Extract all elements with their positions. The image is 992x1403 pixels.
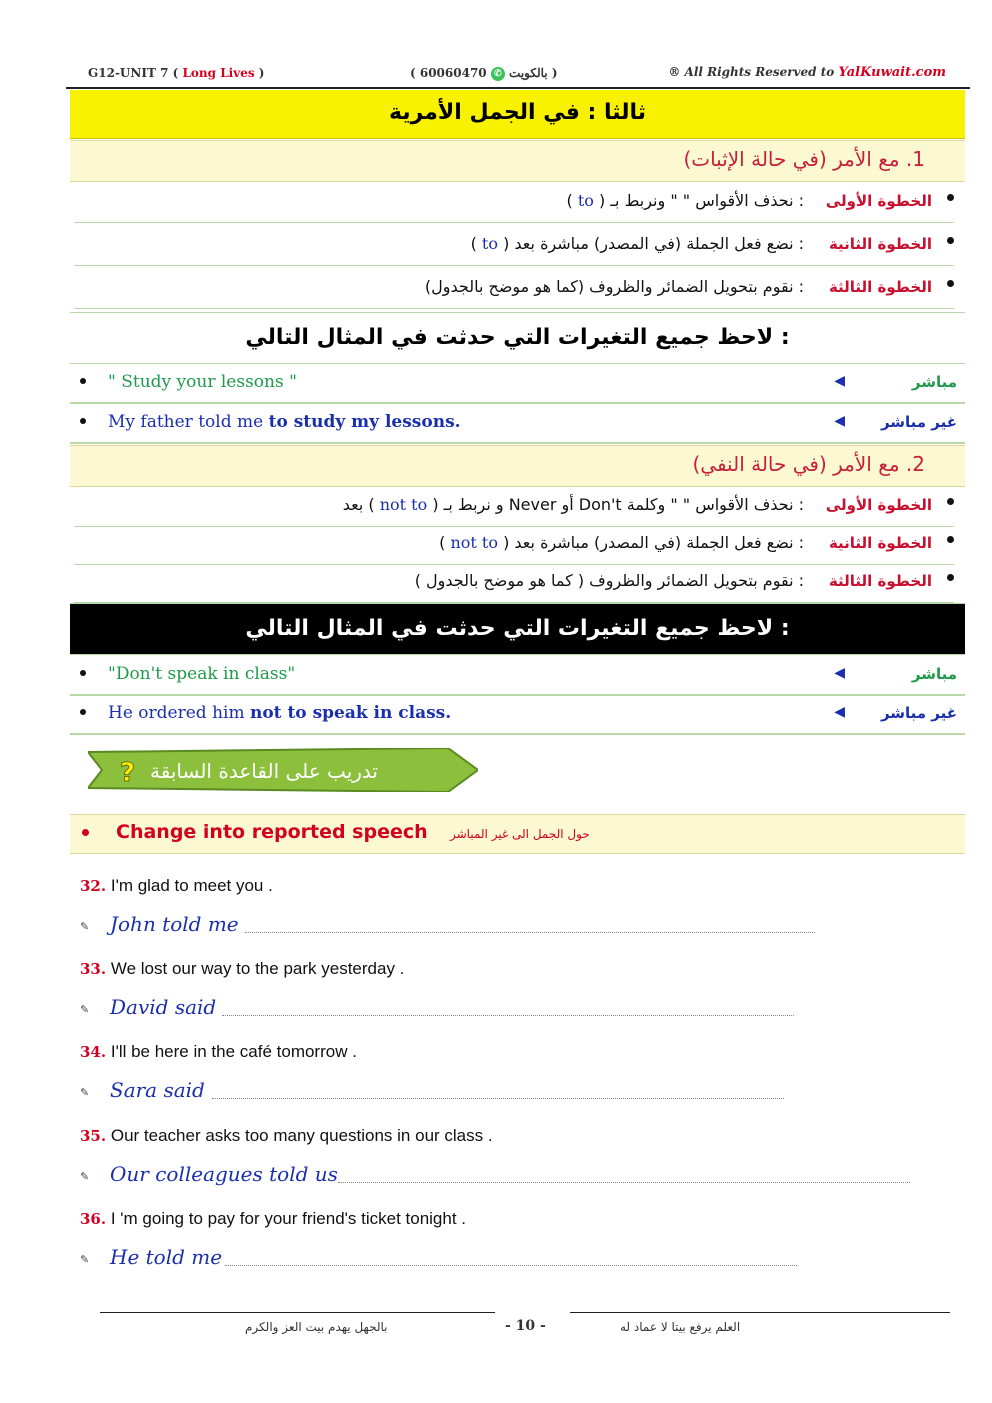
section-title: ثالثا : في الجمل الأمرية [70, 90, 965, 139]
page-number: - 10 - [505, 1318, 546, 1334]
rights-text: ® All Rights Reserved to [668, 65, 835, 79]
direct-label: مباشر [911, 665, 957, 683]
part1-step-2 [74, 225, 954, 266]
part2-step-3 [74, 562, 954, 603]
pencil-icon: ✎ [80, 1003, 90, 1016]
indirect-label: غير مباشر [880, 704, 957, 722]
bullet [80, 418, 86, 424]
part2-direct-row [70, 656, 965, 696]
indirect-sentence: My father told me to study my lessons. [108, 412, 461, 432]
arrow-icon: ◀ [834, 665, 845, 681]
footer-proverb-left: بالجهل يهدم بيت العز والكرم [245, 1320, 388, 1334]
bullet [947, 536, 954, 543]
task-bar [70, 814, 965, 854]
part2-heading-bar [70, 445, 965, 487]
part2-step-1 [74, 486, 954, 527]
indirect-label: غير مباشر [880, 413, 957, 431]
step-label: الخطوة الثالثة [828, 278, 932, 296]
bullet [80, 670, 86, 676]
task-instruction-ar: حول الجمل الى غير المباشر [450, 827, 590, 841]
question-36: 36. I 'm going to pay for your friend's ticket tonight . [80, 1209, 467, 1228]
pencil-icon: ✎ [80, 1086, 90, 1099]
question-32: 32. I'm glad to meet you . [80, 876, 273, 895]
bullet [947, 194, 954, 201]
bullet [82, 829, 89, 836]
part2-indirect-row [70, 695, 965, 735]
direct-label: مباشر [911, 373, 957, 391]
question-34: 34. I'll be here in the café tomorrow . [80, 1042, 357, 1061]
step-label: الخطوة الأولى [825, 496, 932, 514]
part1-step-1 [74, 182, 954, 223]
rights [668, 65, 946, 80]
practice-banner [88, 748, 478, 792]
phone-number: ( 60060470 [410, 66, 487, 80]
bullet [947, 498, 954, 505]
part2-step-2 [74, 524, 954, 565]
step-text: : نضع فعل الجملة (في المصدر) مباشرة بعد ( not to ) [439, 533, 804, 552]
answer-line[interactable] [338, 1182, 910, 1183]
footer-line-right [570, 1312, 950, 1313]
step-text: : نحذف الأقواس " " وكلمة Don't أو Never و نربط بـ ( not to ) بعد [342, 495, 804, 514]
phone-suffix: بالكويت ) [509, 66, 558, 80]
indirect-sentence: He ordered him not to speak in class. [108, 703, 452, 723]
step-text: : نحذف الأقواس " " ونربط بـ ( to ) [566, 191, 804, 210]
pencil-icon: ✎ [80, 1253, 90, 1266]
question-mark-icon: ? [120, 758, 136, 788]
step-text: : نضع فعل الجملة (في المصدر) مباشرة بعد ( to ) [470, 234, 804, 253]
answer-stem: John told me [110, 912, 239, 936]
unit-label [88, 66, 264, 80]
direct-sentence: " Study your lessons " [108, 372, 297, 392]
bullet [80, 709, 86, 715]
step-label: الخطوة الثانية [828, 534, 932, 552]
contact [410, 66, 558, 81]
part2-heading: 2. مع الأمر (في حالة النفي) [692, 452, 925, 476]
step-label: الخطوة الثالثة [828, 572, 932, 590]
bullet [947, 280, 954, 287]
unit-prefix: G12-UNIT 7 ( [88, 66, 179, 80]
step-label: الخطوة الأولى [825, 192, 932, 210]
practice-banner-text: تدريب على القاعدة السابقة [150, 759, 378, 783]
answer-line[interactable] [212, 1098, 784, 1099]
page-header [70, 60, 966, 86]
question-33: 33. We lost our way to the park yesterday . [80, 959, 405, 978]
question-35: 35. Our teacher asks too many questions in our class . [80, 1126, 493, 1145]
answer-line[interactable] [245, 932, 815, 933]
pencil-icon: ✎ [80, 1170, 90, 1183]
unit-topic: Long Lives [182, 66, 255, 80]
direct-sentence: "Don't speak in class" [108, 664, 296, 684]
arrow-icon: ◀ [834, 704, 845, 720]
arrow-icon: ◀ [834, 373, 845, 389]
unit-suffix: ) [258, 66, 265, 80]
footer-proverb-right: العلم يرفع بيتا لا عماد له [620, 1320, 741, 1334]
site-link[interactable]: YalKuwait.com [838, 65, 946, 80]
step-text: : نقوم بتحويل الضمائر والظروف (كما هو موضح بالجدول) [424, 277, 804, 296]
part1-heading: 1. مع الأمر (في حالة الإثبات) [683, 147, 925, 171]
answer-stem: Our colleagues told us [110, 1162, 338, 1186]
answer-stem: Sara said [110, 1078, 205, 1102]
page-footer [100, 1312, 950, 1352]
pencil-icon: ✎ [80, 920, 90, 933]
answer-stem: He told me [110, 1245, 223, 1269]
bullet [947, 237, 954, 244]
part1-note: لاحظ جميع التغيرات التي حدثت في المثال التالي : [70, 312, 965, 364]
step-text: : نقوم بتحويل الضمائر والظروف ( كما هو موضح بالجدول ) [414, 571, 804, 590]
part1-direct-row [70, 364, 965, 404]
answer-stem: David said [110, 995, 217, 1019]
step-label: الخطوة الثانية [828, 235, 932, 253]
header-divider [66, 87, 970, 89]
bullet [947, 574, 954, 581]
part2-note: لاحظ جميع التغيرات التي حدثت في المثال التالي : [70, 603, 965, 655]
arrow-icon: ◀ [834, 413, 845, 429]
bullet [80, 378, 86, 384]
whatsapp-icon: ✆ [491, 67, 505, 81]
task-instruction: Change into reported speech [116, 821, 428, 843]
part1-step-3 [74, 268, 954, 309]
part1-heading-bar [70, 140, 965, 182]
answer-line[interactable] [225, 1265, 797, 1266]
answer-line[interactable] [222, 1015, 794, 1016]
part1-indirect-row [70, 404, 965, 444]
footer-line-left [100, 1312, 495, 1313]
